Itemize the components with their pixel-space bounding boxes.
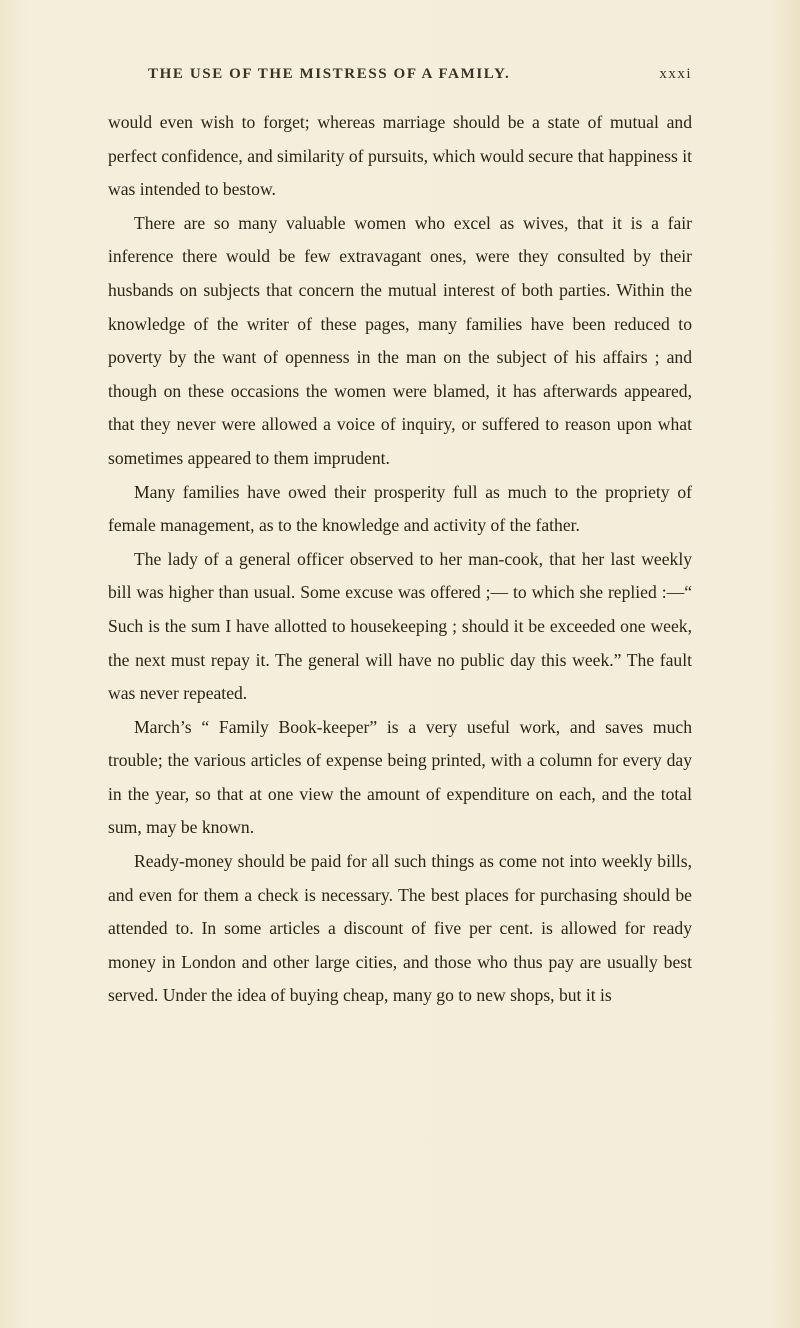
running-head xyxy=(108,66,692,90)
body-text xyxy=(108,106,692,1013)
paragraph-ready-money: Ready-money should be paid for all such things as come not into weekly bills, and even for them a check is necessary. The best places for purchasing should be attended to. In some articles a discount of five per cent. is allowed for ready money in London and other large cities, and those who thus pay are usually best served. Under the idea of buying cheap, many go to new shops, but it is xyxy=(108,851,692,1006)
paragraph-valuable-women: There are so many valuable women who excel as wives, that it is a fair inference there would be few extravagant ones, were they consulted by their husbands on subjects that concern the mutual interest of both parties. Within the knowledge of the writer of these pages, many families have been reduced to poverty by the want of openness in the man on the subject of his affairs ; and though on these occasions the women were blamed, it has afterwards appeared, that they never were allowed a voice of inquiry, or suffered to reason upon what sometimes appeared to them imprudent. xyxy=(108,212,692,468)
running-title: THE USE OF THE MISTRESS OF A FAMILY. xyxy=(148,66,511,82)
page-number: xxxi xyxy=(659,66,692,82)
paragraph-book-keeper: March’s “ Family Book-keeper” is a very useful work, and saves much trouble; the various articles of expense being printed, with a column for every day in the year, so that at one view the amount of expenditure on each, and the total sum, may be known. xyxy=(108,716,692,838)
paragraph-prosperity: Many families have owed their prosperity full as much to the propriety of female management, as to the knowledge and activity of the father. xyxy=(108,481,692,536)
paragraph-continuation: would even wish to forget; whereas marriage should be a state of mutual and perfect confidence, and similarity of pursuits, which would secure that happiness it was intended to bestow. xyxy=(108,112,692,200)
paragraph-general-officer: The lady of a general officer observed to her man-cook, that her last weekly bill was higher than usual. Some excuse was offered ;— to which she replied :—“ Such is the sum I have allotted to housekeeping ; should it be exceeded one week, the next must repay it. The general will have no public day this week.” The fault was never repeated. xyxy=(108,548,692,704)
